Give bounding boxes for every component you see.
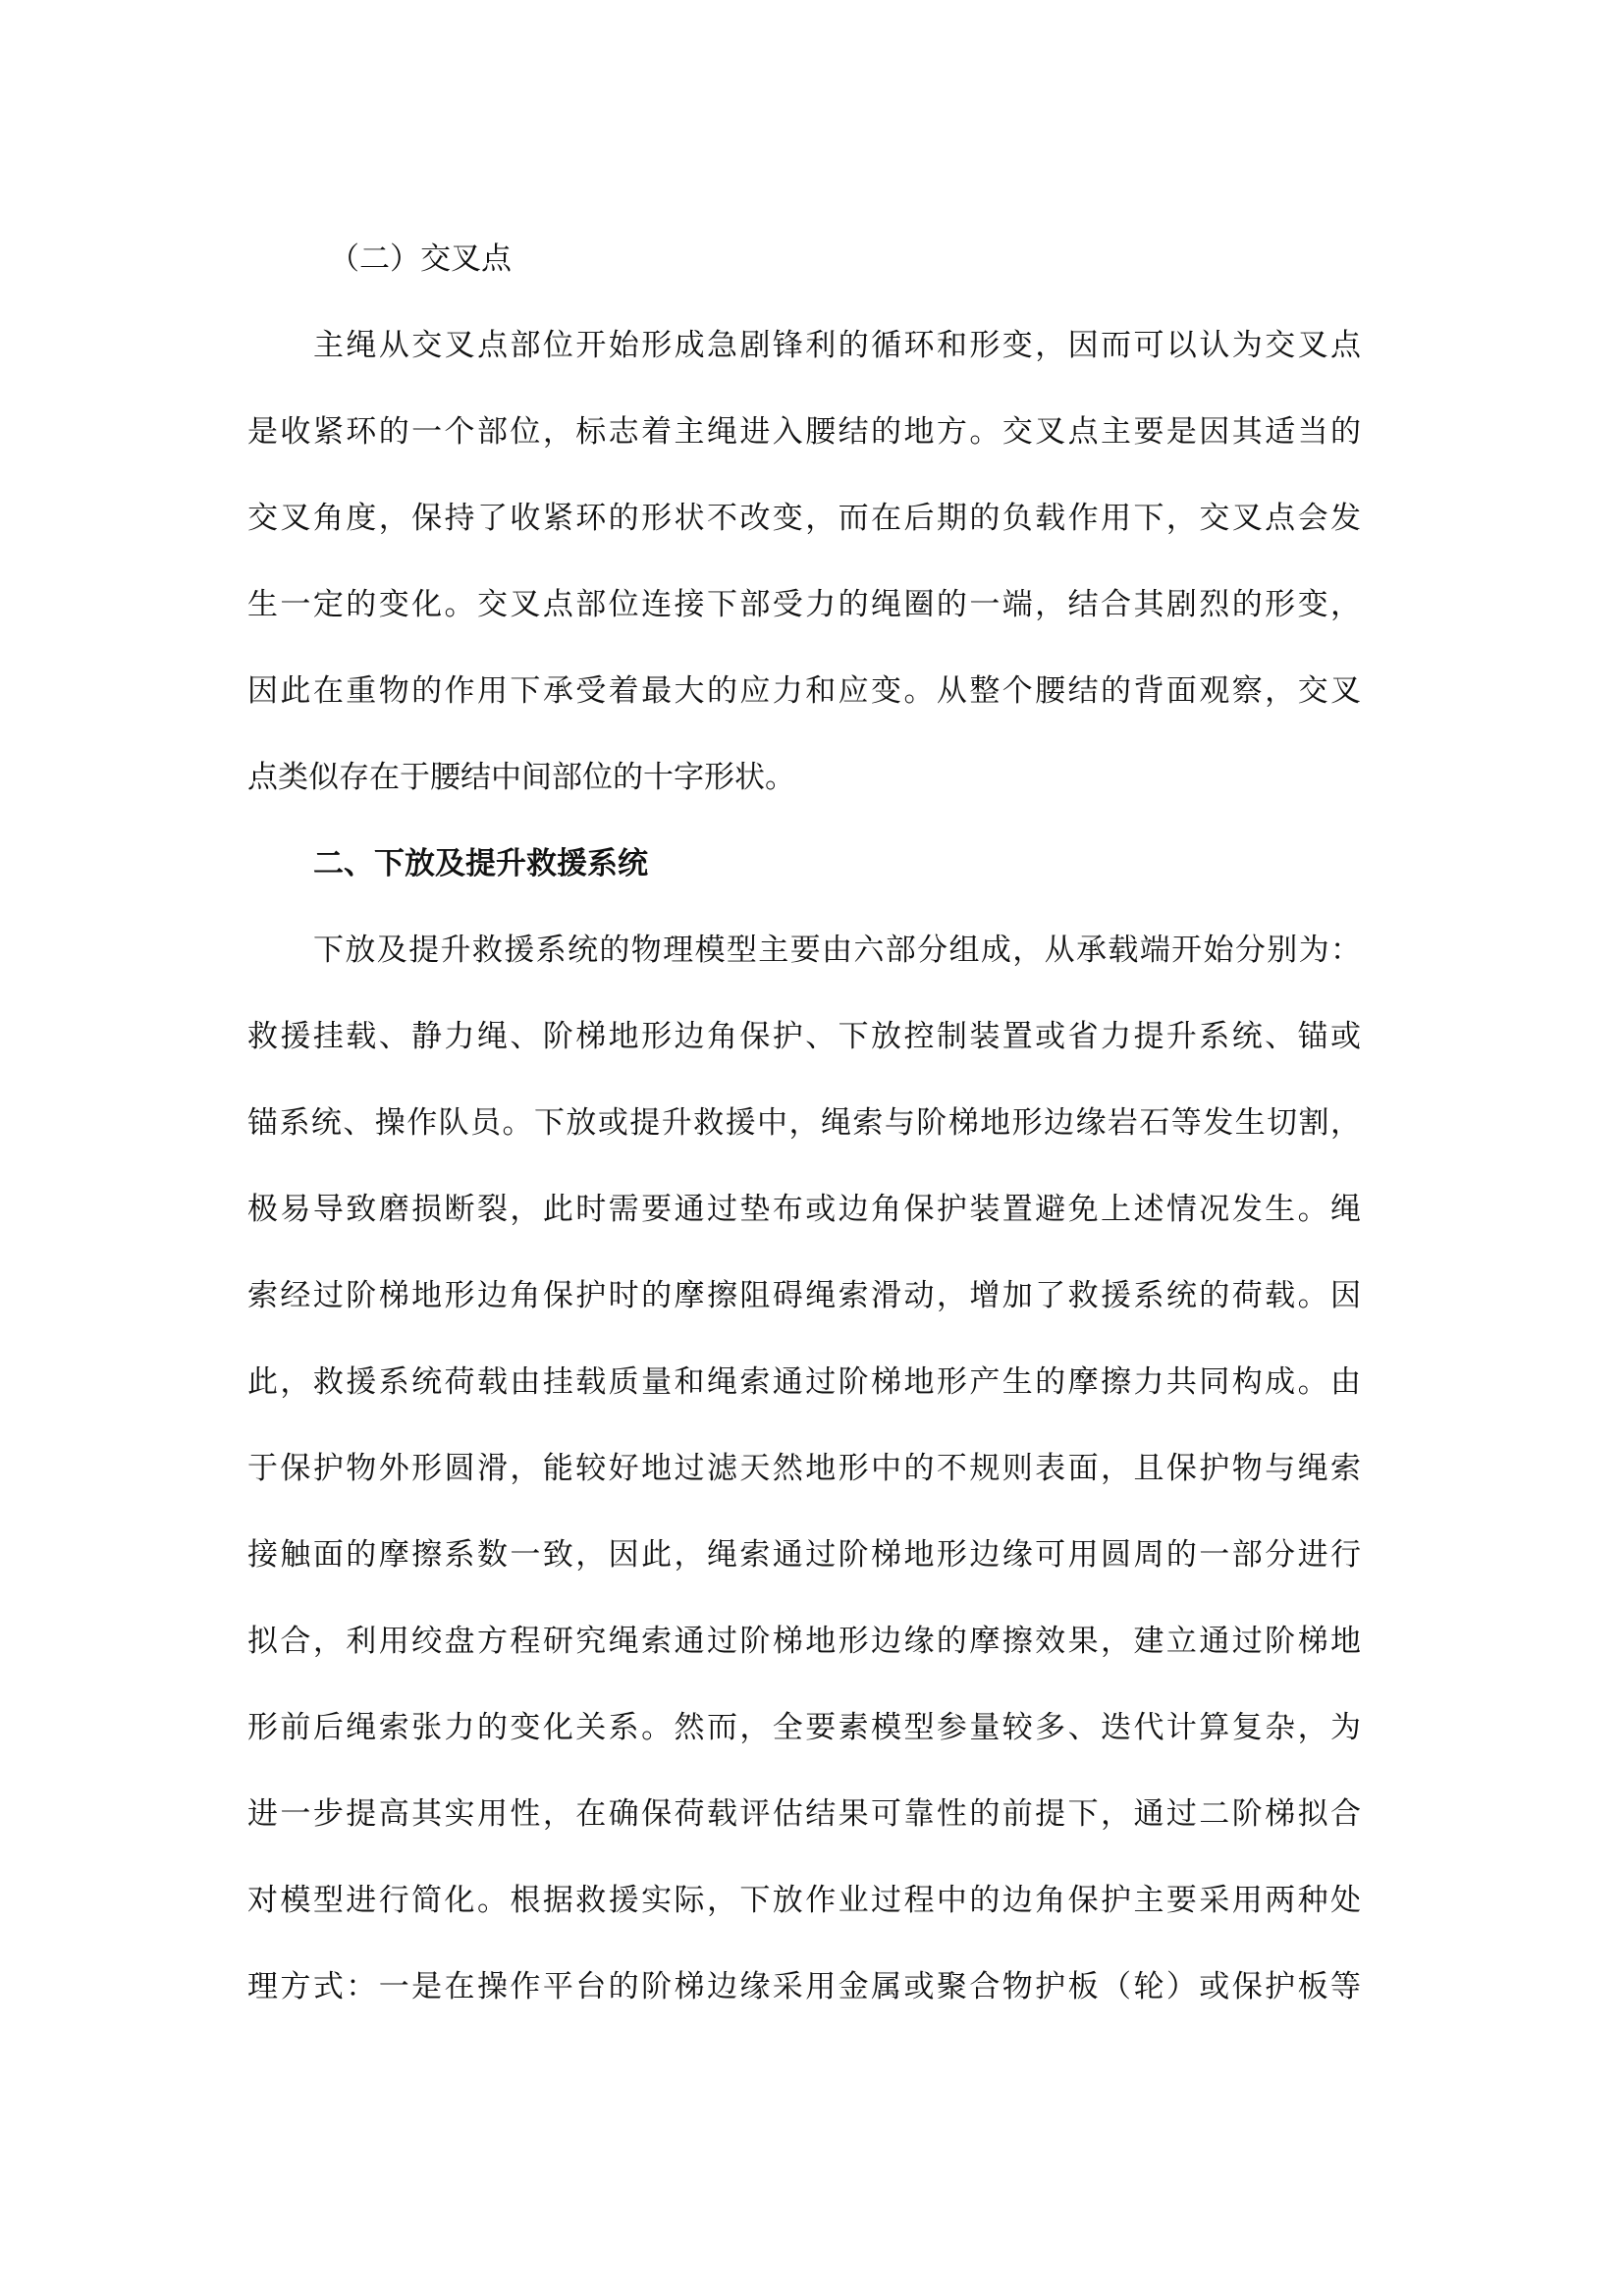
paragraph-line: 是收紧环的一个部位，标志着主绳进入腰结的地方。交叉点主要是因其适当的	[247, 414, 1361, 450]
paragraph-line: 此，救援系统荷载由挂载质量和绳索通过阶梯地形产生的摩擦力共同构成。由	[247, 1364, 1361, 1400]
paragraph-line: 救援挂载、静力绳、阶梯地形边角保护、下放控制装置或省力提升系统、锚或	[247, 1019, 1361, 1054]
subsection-heading: （二）交叉点	[329, 241, 512, 277]
paragraph-line: 于保护物外形圆滑，能较好地过滤天然地形中的不规则表面，且保护物与绳索	[247, 1451, 1361, 1486]
paragraph-line: 进一步提高其实用性，在确保荷载评估结果可靠性的前提下，通过二阶梯拟合	[247, 1796, 1361, 1832]
paragraph-line: 交叉角度，保持了收紧环的形状不改变，而在后期的负载作用下，交叉点会发	[247, 501, 1361, 536]
paragraph-line: 锚系统、操作队员。下放或提升救援中，绳索与阶梯地形边缘岩石等发生切割，	[247, 1105, 1361, 1141]
paragraph-line: 拟合，利用绞盘方程研究绳索通过阶梯地形边缘的摩擦效果，建立通过阶梯地	[247, 1624, 1361, 1659]
paragraph-line: 点类似存在于腰结中间部位的十字形状。	[247, 760, 795, 795]
section-heading: 二、下放及提升救援系统	[313, 846, 648, 881]
paragraph-line: 生一定的变化。交叉点部位连接下部受力的绳圈的一端，结合其剧烈的形变，	[247, 587, 1361, 622]
paragraph-line: 因此在重物的作用下承受着最大的应力和应变。从整个腰结的背面观察，交叉	[247, 673, 1361, 709]
paragraph-line: 极易导致磨损断裂，此时需要通过垫布或边角保护装置避免上述情况发生。绳	[247, 1192, 1361, 1227]
paragraph-line: 下放及提升救援系统的物理模型主要由六部分组成，从承载端开始分别为：	[313, 933, 1361, 968]
paragraph-line: 理方式：一是在操作平台的阶梯边缘采用金属或聚合物护板（轮）或保护板等	[247, 1969, 1361, 2004]
paragraph-line: 主绳从交叉点部位开始形成急剧锋利的循环和形变，因而可以认为交叉点	[313, 328, 1361, 363]
paragraph-line: 索经过阶梯地形边角保护时的摩擦阻碍绳索滑动，增加了救援系统的荷载。因	[247, 1278, 1361, 1313]
paragraph-line: 对模型进行简化。根据救援实际，下放作业过程中的边角保护主要采用两种处	[247, 1883, 1361, 1918]
paragraph-line: 形前后绳索张力的变化关系。然而，全要素模型参量较多、迭代计算复杂，为	[247, 1710, 1361, 1745]
paragraph-line: 接触面的摩擦系数一致，因此，绳索通过阶梯地形边缘可用圆周的一部分进行	[247, 1537, 1361, 1573]
